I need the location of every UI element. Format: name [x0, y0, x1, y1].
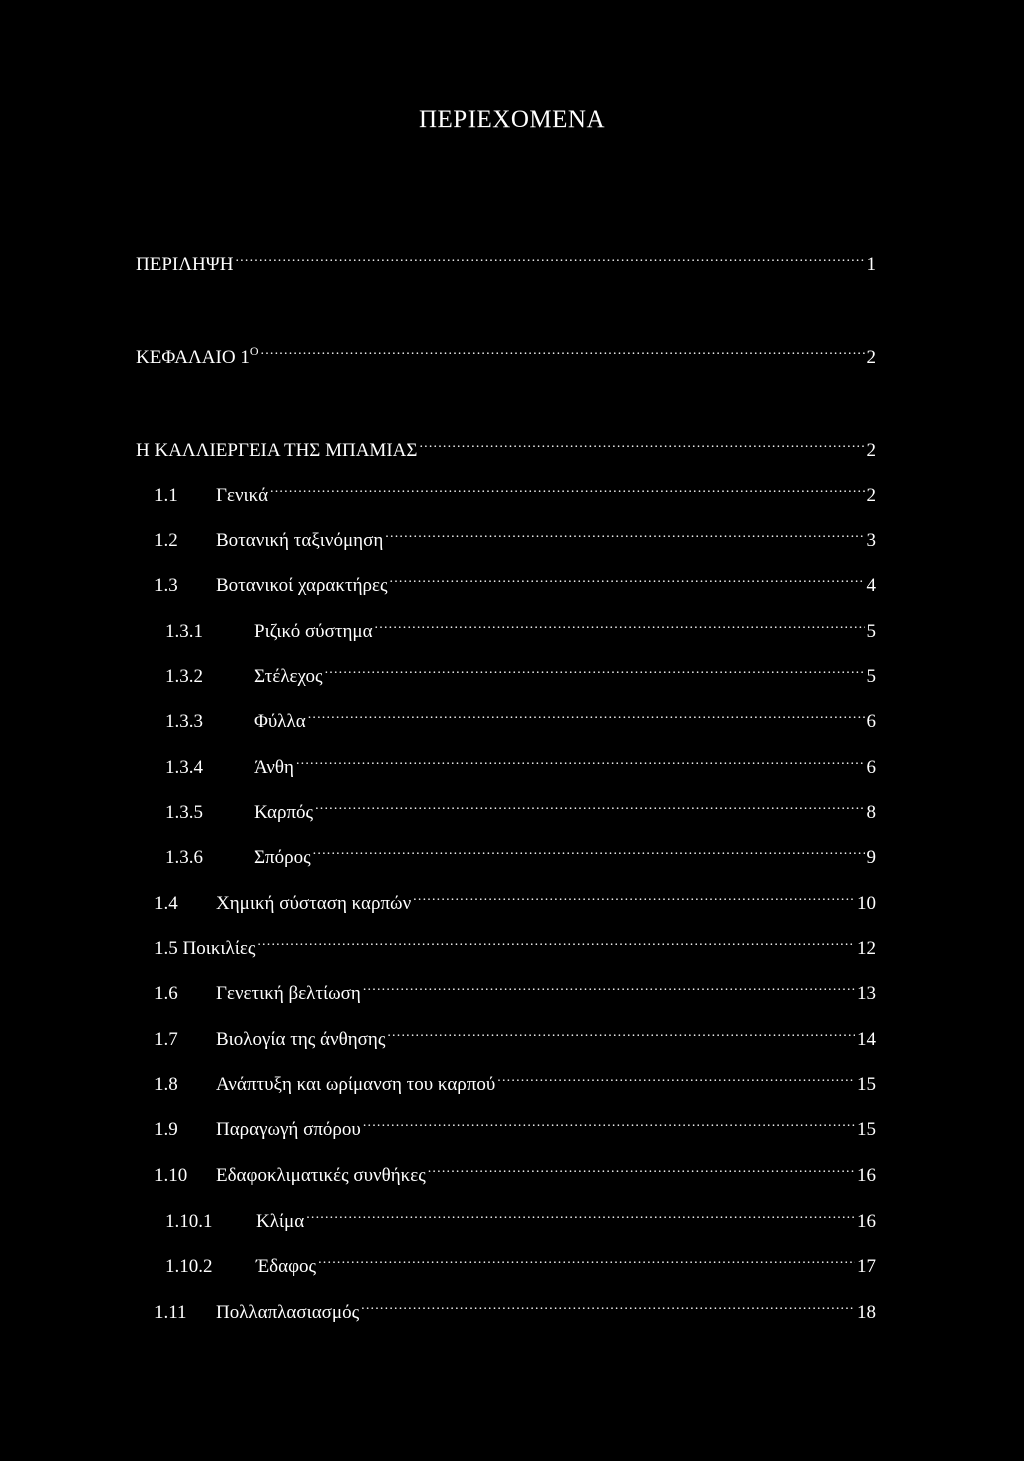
- toc-entry-superscript: Ο: [249, 344, 259, 358]
- toc-entry-number: 1.11: [154, 1302, 187, 1323]
- toc-entry-number: 1.10.1: [165, 1211, 213, 1232]
- toc-entry-1-10-1[interactable]: [165, 1203, 876, 1232]
- toc-entry-1-3[interactable]: [154, 567, 876, 596]
- toc-entry-page: 10: [857, 893, 876, 914]
- toc-entry-page: 6: [866, 711, 876, 732]
- toc-leader-dots: [325, 658, 865, 682]
- toc-entry-page: 15: [857, 1074, 876, 1095]
- toc-entry-1-2[interactable]: [154, 522, 876, 551]
- toc-entry-page: 9: [866, 847, 876, 868]
- toc-entry-page: 6: [866, 757, 876, 778]
- toc-entry-1-3-6[interactable]: [165, 839, 876, 868]
- toc-entry-text: Βοτανικοί χαρακτήρες: [216, 575, 388, 596]
- toc-entry-text: Εδαφοκλιματικές συνθήκες: [216, 1165, 426, 1186]
- toc-entry-text: Βοτανική ταξινόμηση: [216, 530, 384, 551]
- toc-leader-dots: [361, 1294, 855, 1318]
- toc-entry-number: 1.10: [154, 1165, 188, 1186]
- toc-entry-page: 14: [857, 1029, 876, 1050]
- toc-entry-page: 1: [866, 254, 876, 275]
- toc-entry-summary[interactable]: [136, 246, 876, 275]
- toc-entry-text: Βιολογία της άνθησης: [216, 1029, 386, 1050]
- toc-entry-text: Γενετική βελτίωση: [216, 983, 361, 1004]
- toc-leader-dots: [497, 1066, 855, 1090]
- toc-entry-text: Φύλλα: [254, 711, 306, 732]
- toc-entry-number: 1.4: [154, 893, 178, 914]
- toc-leader-dots: [313, 839, 865, 863]
- toc-entry-1-3-5[interactable]: [165, 794, 876, 823]
- toc-entry-chapter-1[interactable]: [136, 339, 876, 368]
- toc-entry-number: 1.7: [154, 1029, 178, 1050]
- toc-leader-dots: [315, 794, 864, 818]
- toc-leader-dots: [296, 749, 865, 773]
- toc-entry-1-8[interactable]: [154, 1066, 876, 1095]
- toc-entry-text: Σπόρος: [254, 847, 311, 868]
- toc-entry-text: Η ΚΑΛΛΙΕΡΓΕΙΑ ΤΗΣ ΜΠΑΜΙΑΣ: [136, 440, 418, 461]
- toc-entry-number: 1.9: [154, 1119, 178, 1140]
- toc-entry-page: 16: [857, 1211, 876, 1232]
- toc-entry-1-3-4[interactable]: [165, 749, 876, 778]
- toc-entry-page: 16: [857, 1165, 876, 1186]
- toc-entry-cultivation[interactable]: [136, 432, 876, 461]
- toc-entry-page: 8: [866, 802, 876, 823]
- toc-entry-number: 1.1: [154, 485, 178, 506]
- toc-entry-text-main: ΚΕΦΑΛΑΙΟ 1: [136, 347, 250, 368]
- toc-entry-page: 5: [866, 621, 876, 642]
- toc-entry-text: Άνθη: [254, 757, 294, 778]
- toc-entry-page: 2: [866, 347, 876, 368]
- toc-entry-number: 1.6: [154, 983, 178, 1004]
- toc-entry-number: 1.3.3: [165, 711, 203, 732]
- toc-entry-text: Χημική σύσταση καρπών: [216, 893, 412, 914]
- toc-leader-dots: [363, 975, 855, 999]
- toc-entry-1-1[interactable]: [154, 477, 876, 506]
- toc-entry-1-10[interactable]: [154, 1157, 876, 1186]
- toc-entry-page: 3: [866, 530, 876, 551]
- toc-leader-dots: [390, 567, 865, 591]
- toc-leader-dots: [261, 339, 865, 363]
- toc-entry-1-7[interactable]: [154, 1021, 876, 1050]
- toc-entry-1-6[interactable]: [154, 975, 876, 1004]
- toc-entry-number: 1.8: [154, 1074, 178, 1095]
- toc-entry-text: Στέλεχος: [254, 666, 323, 687]
- toc-leader-dots: [318, 1248, 855, 1272]
- toc-entry-text: Παραγωγή σπόρου: [216, 1119, 361, 1140]
- toc-entry-page: 12: [857, 938, 876, 959]
- toc-leader-dots: [308, 703, 865, 727]
- toc-entry-number: 1.10.2: [165, 1256, 213, 1277]
- toc-entry-text: Κλίμα: [256, 1211, 305, 1232]
- toc-entry-1-4[interactable]: [154, 885, 876, 914]
- toc-entry-page: 18: [857, 1302, 876, 1323]
- toc-entry-page: 15: [857, 1119, 876, 1140]
- toc-leader-dots: [363, 1111, 855, 1135]
- toc-leader-dots: [413, 885, 855, 909]
- toc-title: ΠΕΡΙΕΧΟΜΕΝΑ: [418, 106, 606, 133]
- toc-entry-1-9[interactable]: [154, 1111, 876, 1140]
- toc-leader-dots: [375, 613, 865, 637]
- toc-leader-dots: [235, 246, 864, 270]
- toc-entry-text: Ριζικό σύστημα: [254, 621, 373, 642]
- toc-leader-dots: [306, 1203, 855, 1227]
- toc-entry-1-3-1[interactable]: [165, 613, 876, 642]
- toc-leader-dots: [270, 477, 864, 501]
- toc-entry-number: 1.3.2: [165, 666, 203, 687]
- toc-leader-dots: [387, 1021, 855, 1045]
- toc-entry-number: 1.3.1: [165, 621, 203, 642]
- toc-entry-1-3-2[interactable]: [165, 658, 876, 687]
- toc-entry-page: 4: [866, 575, 876, 596]
- toc-entry-1-3-3[interactable]: [165, 703, 876, 732]
- toc-entry-text: Ανάπτυξη και ωρίμανση του καρπού: [216, 1074, 496, 1095]
- toc-entry-text: 1.5 Ποικιλίες: [154, 938, 256, 959]
- toc-entry-number: 1.3: [154, 575, 178, 596]
- toc-entry-text: Πολλαπλασιασμός: [216, 1302, 360, 1323]
- toc-entry-number: 1.2: [154, 530, 178, 551]
- toc-entry-number: 1.3.4: [165, 757, 203, 778]
- toc-entry-page: 2: [866, 440, 876, 461]
- toc-entry-page: 17: [857, 1256, 876, 1277]
- toc-entry-1-11[interactable]: [154, 1294, 876, 1323]
- toc-entry-text: Γενικά: [216, 485, 269, 506]
- toc-entry-text: Έδαφος: [256, 1256, 317, 1277]
- toc-leader-dots: [385, 522, 864, 546]
- toc-entry-page: 13: [857, 983, 876, 1004]
- toc-entry-page: 2: [866, 485, 876, 506]
- toc-leader-dots: [419, 432, 864, 456]
- toc-leader-dots: [257, 930, 855, 954]
- toc-entry-text: Καρπός: [254, 802, 314, 823]
- toc-entry-1-10-2[interactable]: [165, 1248, 876, 1277]
- toc-entry-number: 1.3.6: [165, 847, 203, 868]
- toc-entry-text: [136, 346, 259, 370]
- toc-entry-text: ΠΕΡΙΛΗΨΗ: [136, 254, 234, 275]
- toc-entry-number: 1.3.5: [165, 802, 203, 823]
- toc-entry-1-5[interactable]: [154, 930, 876, 959]
- toc-leader-dots: [428, 1157, 855, 1181]
- toc-entry-page: 5: [866, 666, 876, 687]
